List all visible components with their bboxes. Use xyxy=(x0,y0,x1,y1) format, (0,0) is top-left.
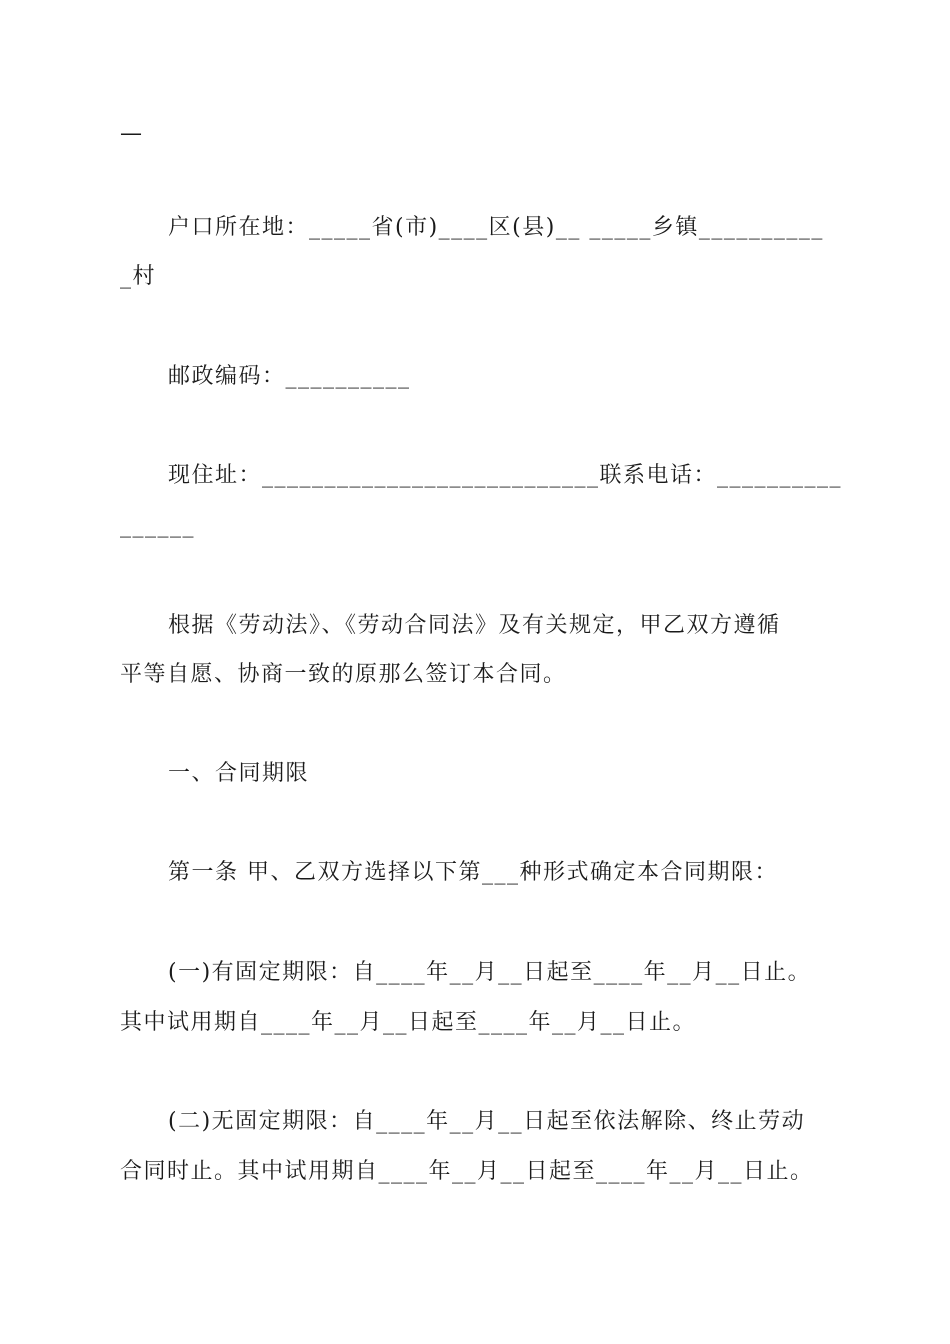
article-one: 第一条 甲、乙双方选择以下第___种形式确定本合同期限： xyxy=(168,860,778,885)
open-term-line-2: 合同时止。其中试用期自____年__月__日起至____年__月__日止。 xyxy=(120,1159,814,1184)
section-heading: 一、合同期限 xyxy=(168,761,310,786)
preamble-line-2: 平等自愿、协商一致的原那么签订本合同。 xyxy=(120,662,567,687)
village-continuation: _村 xyxy=(120,264,157,289)
dash-fragment: — xyxy=(120,121,144,146)
address-phone-line: 现住址：___________________________联系电话：__________ xyxy=(168,463,843,488)
preamble-line-1: 根据《劳动法》、《劳动合同法》及有关规定，甲乙双方遵循 xyxy=(168,613,781,638)
household-registration-line: 户口所在地：_____省(市)____区(县)__ _____乡镇__________ xyxy=(168,215,824,240)
open-term-line-1: (二)无固定期限：自____年__月__日起至依法解除、终止劳动 xyxy=(168,1109,806,1134)
fixed-term-line-2: 其中试用期自____年__月__日起至____年__月__日止。 xyxy=(120,1010,697,1035)
fixed-term-line-1: (一)有固定期限：自____年__月__日起至____年__月__日止。 xyxy=(168,960,812,985)
postal-code-line: 邮政编码：__________ xyxy=(168,364,411,389)
phone-continuation: ______ xyxy=(120,513,195,538)
